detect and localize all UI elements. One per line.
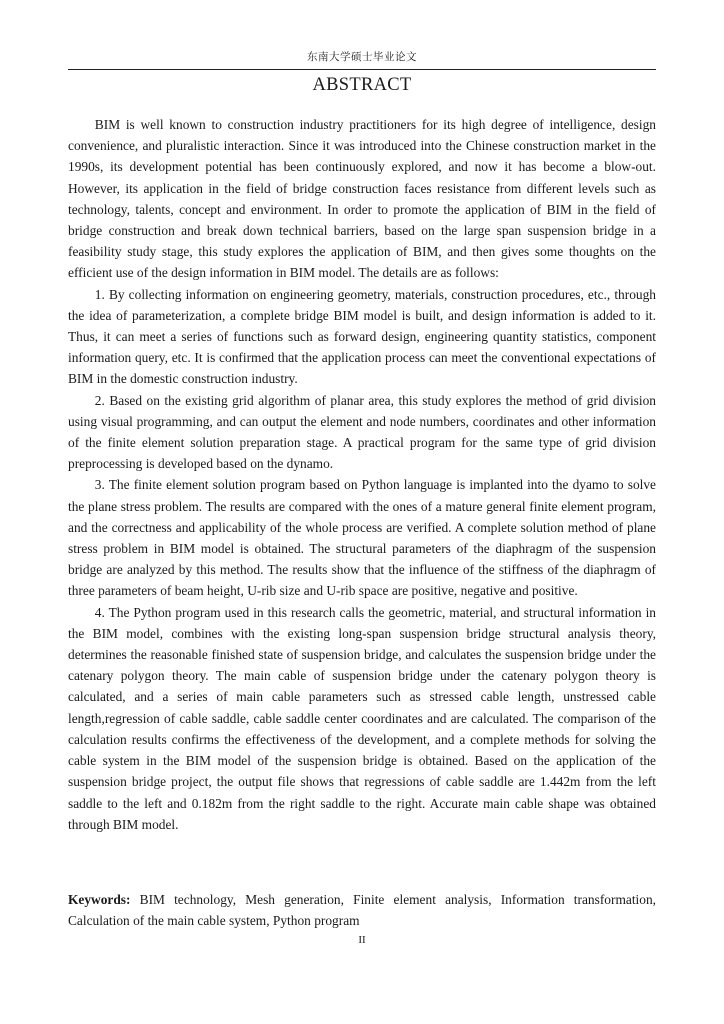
keywords-text: BIM technology, Mesh generation, Finite element analysis, Information transformation, Calculation of the main cable system, Python program bbox=[68, 892, 656, 929]
page-number: II bbox=[358, 934, 366, 946]
keywords bbox=[68, 889, 656, 931]
abstract-intro-paragraph: BIM is well known to construction industry practitioners for its high degree of intelligence, design convenience, and pluralistic interaction. Since it was introduced into the Chinese construction market in the 1990s, its development potential has been continuously explored, and now it has become a blow-out. However, its application in the field of bridge construction faces resistance from different levels such as technology, talents, concept and environment. In order to promote the application of BIM in the field of bridge construction and break down technical barriers, based on the large span suspension bridge in a feasibility study stage, this study explores the application of BIM, and then gives some thoughts on the efficient use of the design information in BIM model. The details are as follows: bbox=[68, 117, 656, 281]
abstract-point-2: 2. Based on the existing grid algorithm of planar area, this study explores the method of grid division using visual programming, and can output the element and node numbers, coordinates and other information of the finite element solution preparation stage. A practical program for the same type of grid division preprocessing is developed based on the dynamo. bbox=[68, 392, 656, 472]
abstract-body bbox=[68, 114, 656, 835]
abstract-title: ABSTRACT bbox=[312, 75, 412, 95]
abstract-point-1: 1. By collecting information on engineering geometry, materials, construction procedures, etc., through the idea of parameterization, a complete bridge BIM model is built, and design information is added to it. Thus, it can meet a series of functions such as forward design, engineering quantity statistics, component information query, etc. It is confirmed that the application process can meet the conventional expectations of BIM in the domestic construction industry. bbox=[68, 286, 656, 387]
abstract-point-3: 3. The finite element solution program based on Python language is implanted into the dyamo to solve the plane stress problem. The results are compared with the ones of a mature general finite element program, and the correctness and applicability of the whole process are verified. A complete solution method of plane stress problem in BIM model is obtained. The structural parameters of the diaphragm of the suspension bridge are analyzed by this method. The results show that the influence of the stiffness of the diaphragm of three parameters of beam height, U-rib size and U-rib space are positive, negative and positive. bbox=[68, 477, 656, 599]
abstract-point-4: 4. The Python program used in this research calls the geometric, material, and structural information in the BIM model, combines with the existing long-span suspension bridge structural analysis theory, determines the reasonable finished state of suspension bridge, and calculates the suspension bridge under the catenary polygon theory. The main cable of suspension bridge under the catenary polygon theory is calculated, and a series of main cable parameters such as stressed cable length, unstressed cable length,regression of cable saddle, cable saddle center coordinates and are calculated. The comparison of the calculation results confirms the effectiveness of the development, and a complete methods for solving the cable system in the BIM model of the suspension bridge is obtained. Based on the application of the suspension bridge project, the output file shows that regressions of cable saddle are 1.442m from the left saddle to the left and 0.182m from the right saddle to the right. Accurate main cable shape was obtained through BIM model. bbox=[68, 604, 656, 832]
running-header: 东南大学硕士毕业论文 bbox=[307, 52, 417, 63]
header-rule bbox=[68, 69, 656, 70]
keywords-label: Keywords: bbox=[68, 892, 131, 907]
